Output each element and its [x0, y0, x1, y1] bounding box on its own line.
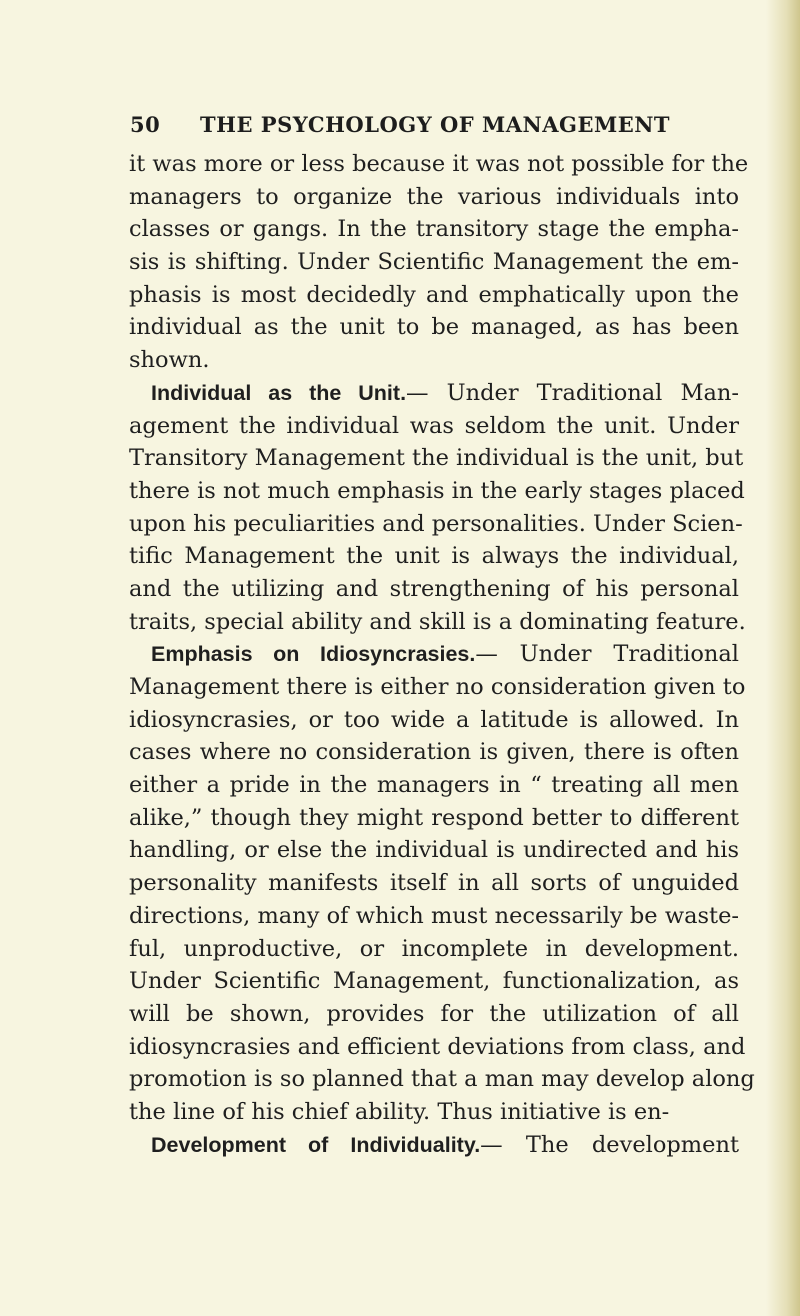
text-line: idiosyncrasies and efficient deviations from class, and [129, 1033, 746, 1060]
text-line: personality manifests itself in all sorts of unguided [129, 870, 739, 897]
running-head [130, 112, 671, 137]
text-line: sis is shifting. Under Scientific Management the em- [129, 249, 739, 276]
text-line: alike,” though they might respond better to different [129, 804, 739, 831]
side-heading-individual-as-unit: Individual as the Unit. [151, 380, 407, 405]
side-heading-development-of-individuality: Development of Individuality. [151, 1132, 481, 1157]
text-run: — Under Traditional [475, 641, 739, 668]
text-line: Management there is either no consideration given to [129, 674, 746, 700]
text-line: classes or gangs. In the transitory stage the empha- [129, 216, 739, 243]
text-line: upon his peculiarities and personalities. Under Scien- [129, 510, 743, 537]
paragraph-first-line [129, 377, 739, 410]
body-text [129, 148, 755, 1161]
text-line: cases where no consideration is given, there is often [129, 739, 739, 766]
text-line: the line of his chief ability. Thus initiative is en- [129, 1098, 670, 1125]
text-line: handling, or else the individual is undirected and his [129, 837, 739, 864]
text-line: either a pride in the managers in “ treating all men [129, 772, 739, 799]
text-line: ful, unproductive, or incomplete in development. [129, 935, 739, 962]
paragraph-first-line [129, 1129, 739, 1162]
text-run: — The development [480, 1131, 739, 1158]
text-line: traits, special ability and skill is a dominating feature. [129, 608, 746, 635]
text-line: it was more or less because it was not possible for the [129, 151, 749, 177]
text-line: individual as the unit to be managed, as has been [129, 314, 739, 341]
side-heading-emphasis-on-idiosyncrasies: Emphasis on Idiosyncrasies. [151, 642, 476, 667]
text-run: — Under Traditional Man- [406, 379, 739, 406]
text-line: Under Scientific Management, functionalization, as [129, 968, 739, 995]
text-line: shown. [129, 347, 210, 374]
text-line: phasis is most decidedly and emphatically upon the [129, 281, 739, 308]
page-number: 50 [130, 112, 161, 137]
text-line: agement the individual was seldom the unit. Under [129, 412, 739, 439]
text-line: there is not much emphasis in the early stages placed [129, 477, 745, 504]
text-line: tific Management the unit is always the individual, [129, 543, 739, 570]
text-line: promotion is so planned that a man may develop along [129, 1066, 755, 1093]
text-line: Transitory Management the individual is the unit, but [129, 445, 744, 472]
text-line: and the utilizing and strengthening of his personal [129, 575, 739, 602]
running-title: THE PSYCHOLOGY OF MANAGEMENT [200, 112, 671, 137]
text-line: idiosyncrasies, or too wide a latitude is allowed. In [129, 706, 739, 733]
text-line: managers to organize the various individuals into [129, 183, 739, 210]
page-edge-shading [766, 0, 800, 1316]
paragraph-first-line [129, 638, 739, 671]
text-line: directions, many of which must necessarily be waste- [129, 902, 739, 929]
text-line: will be shown, provides for the utilization of all [129, 1000, 739, 1027]
